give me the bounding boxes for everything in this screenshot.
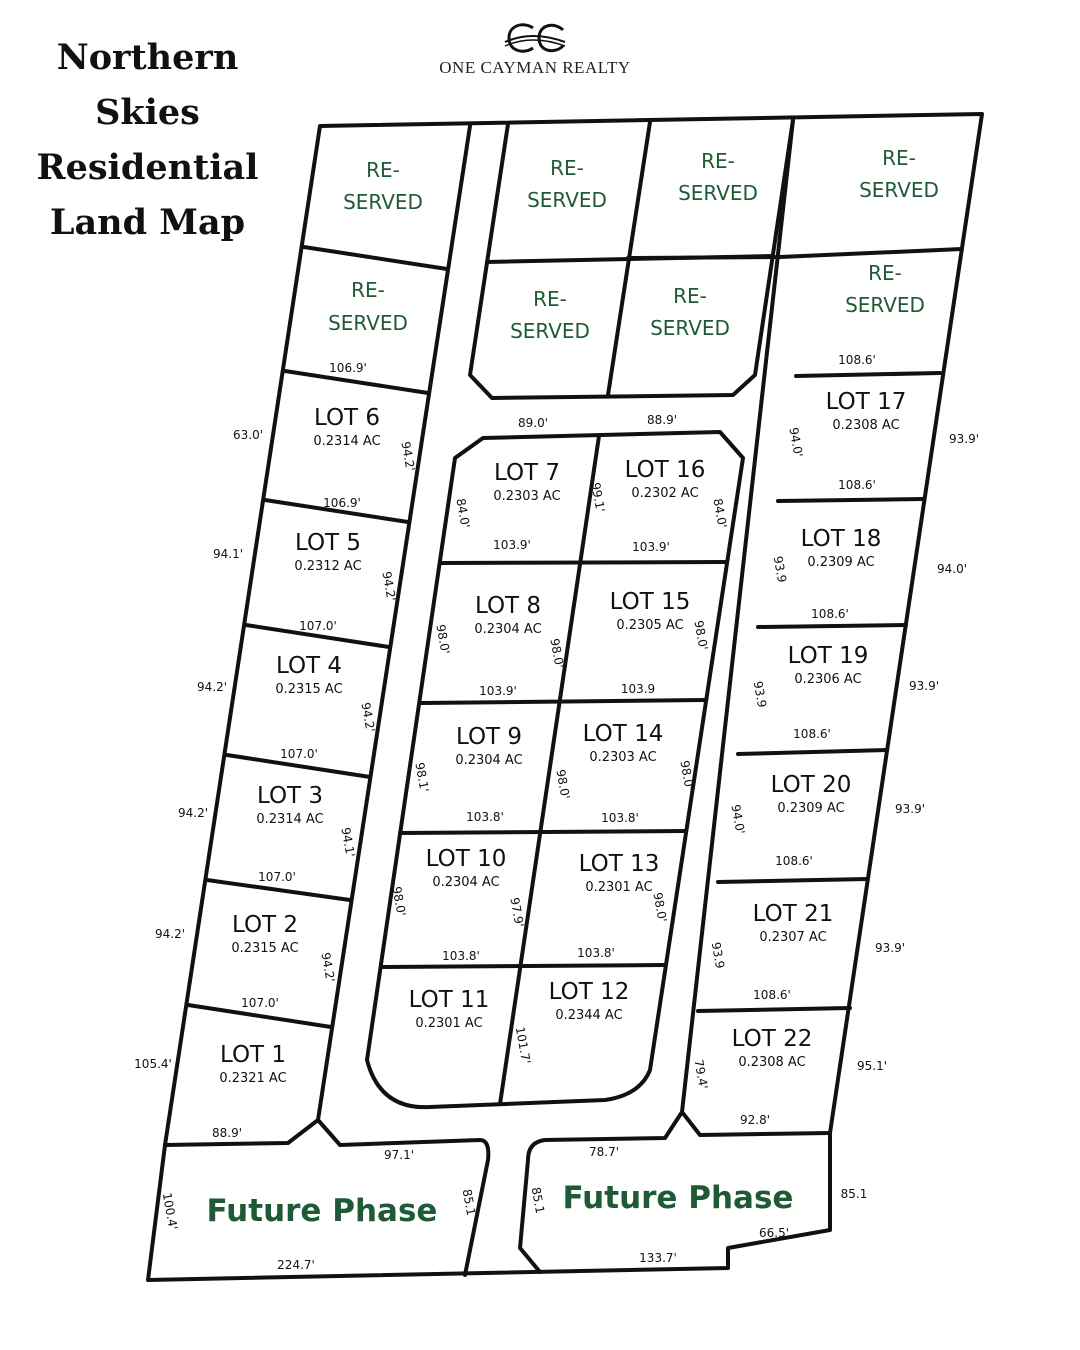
dimension-label: 97.1' — [383, 1148, 415, 1162]
lot-area: 0.2302 AC — [631, 486, 699, 501]
lot-4 — [275, 653, 342, 697]
reserved-label — [343, 158, 423, 214]
dimension-label: 103.9 — [620, 682, 656, 696]
reserved-text: RE- — [366, 158, 400, 182]
dimension-label: 94.2' — [379, 570, 399, 603]
reserved-label — [859, 146, 939, 202]
lot-10 — [426, 846, 507, 890]
lot-area: 0.2304 AC — [474, 622, 542, 637]
lot-name: LOT 13 — [578, 851, 660, 877]
lot-name: LOT 18 — [800, 526, 882, 552]
lot-area: 0.2301 AC — [415, 1016, 483, 1031]
reserved-text: SERVED — [527, 188, 607, 212]
dimension-label: 224.7' — [277, 1258, 315, 1272]
lot-area: 0.2314 AC — [256, 812, 324, 827]
lot-area: 0.2309 AC — [777, 801, 845, 816]
lot-line — [628, 249, 962, 258]
dimension-label: 93.9' — [948, 432, 980, 446]
lot-name: LOT 15 — [609, 589, 691, 615]
lot-16 — [625, 457, 706, 501]
lot-area: 0.2303 AC — [493, 489, 561, 504]
lot-area: 0.2312 AC — [294, 559, 362, 574]
lot-name: LOT 20 — [770, 772, 852, 798]
dimension-label: 103.8' — [466, 810, 504, 824]
reserved-label — [650, 284, 730, 340]
lot-name: LOT 12 — [548, 979, 630, 1005]
lot-area: 0.2303 AC — [589, 750, 657, 765]
lot-8 — [474, 593, 541, 637]
dimension-label: 94.2' — [177, 806, 209, 820]
dimension-label: 99.1' — [588, 481, 608, 514]
lot-name: LOT 21 — [752, 901, 834, 927]
dimension-label: 84.0' — [453, 497, 473, 530]
dimension-label: 88.9' — [211, 1126, 243, 1140]
dimension-label: 98.0' — [691, 619, 711, 652]
reserved-label — [845, 261, 925, 317]
dimension-label: 94.0' — [786, 426, 806, 459]
dimension-label: 94.1' — [212, 547, 244, 561]
dimension-label: 103.9' — [479, 684, 517, 698]
dimension-label: 106.9' — [329, 361, 367, 375]
dimension-label: 78.7' — [588, 1145, 620, 1159]
dimension-label: 89.0' — [517, 416, 549, 430]
reserved-text: SERVED — [859, 178, 939, 202]
lot-area: 0.2314 AC — [313, 434, 381, 449]
lot-area: 0.2315 AC — [275, 682, 343, 697]
lot-22 — [732, 1026, 813, 1070]
dimension-label: 93.9' — [908, 679, 940, 693]
lot-7 — [493, 460, 560, 504]
dimension-label: 103.9' — [632, 540, 670, 554]
lot-line — [738, 750, 887, 754]
lot-area: 0.2304 AC — [455, 753, 523, 768]
dimension-label: 95.1' — [856, 1059, 888, 1073]
dimension-label: 108.6' — [838, 353, 876, 367]
lot-name: LOT 7 — [493, 460, 561, 486]
lot-area: 0.2301 AC — [585, 880, 653, 895]
reserved-text: SERVED — [510, 319, 590, 343]
reserved-text: RE- — [550, 156, 584, 180]
dimension-label: 103.8' — [601, 811, 639, 825]
lot-21 — [753, 901, 834, 945]
dimension-label: 97.9' — [507, 896, 527, 929]
lot-name: LOT 8 — [474, 593, 542, 619]
lot-name: LOT 14 — [582, 721, 664, 747]
dimension-label: 94.2' — [196, 680, 228, 694]
lot-12 — [549, 979, 630, 1023]
lot-area: 0.2308 AC — [832, 418, 900, 433]
lot-18 — [801, 526, 882, 570]
lot-17 — [826, 389, 907, 433]
map-title-line: Skies — [95, 92, 200, 133]
reserved-label — [678, 149, 758, 205]
dimension-label: 105.4' — [134, 1057, 172, 1071]
dimension-label: 108.6' — [811, 607, 849, 621]
reserved-text: SERVED — [650, 316, 730, 340]
map-title-line: Residential — [36, 147, 259, 188]
lot-5 — [294, 530, 361, 574]
lot-name: LOT 16 — [624, 457, 706, 483]
lot-name: LOT 1 — [219, 1042, 287, 1068]
reserved-text: RE- — [701, 149, 735, 173]
map-title-line: Northern — [56, 37, 239, 78]
reserved-text: RE- — [533, 287, 567, 311]
dimension-label: 94.2' — [398, 440, 418, 473]
lot-area: 0.2321 AC — [219, 1071, 287, 1086]
dimension-label: 98.0' — [650, 891, 670, 924]
reserved-label — [328, 278, 408, 335]
dimension-label: 133.7' — [639, 1251, 677, 1265]
lot-name: LOT 19 — [787, 643, 869, 669]
reserved-text: RE- — [351, 278, 385, 302]
lot-3 — [256, 783, 323, 827]
dimension-label: 93.9 — [750, 679, 770, 709]
dimension-label: 98.0' — [677, 759, 697, 792]
lot-2 — [231, 912, 298, 956]
dimension-label: 63.0' — [232, 428, 264, 442]
lot-name: LOT 2 — [231, 912, 299, 938]
reserved-text: SERVED — [328, 311, 408, 335]
dimension-label: 93.9 — [708, 940, 728, 970]
dimension-label: 85.1 — [528, 1185, 548, 1215]
reserved-text: RE- — [882, 146, 916, 170]
reserved-text: SERVED — [343, 190, 423, 214]
dimension-label: 94.2' — [318, 951, 338, 984]
lot-line — [441, 562, 725, 563]
lot-name: LOT 6 — [313, 405, 381, 431]
dimension-label: 103.8' — [577, 946, 615, 960]
dimension-label: 85.1 — [840, 1187, 868, 1201]
reserved-text: RE- — [673, 284, 707, 308]
dimension-label: 98.0' — [433, 623, 453, 656]
dimension-label: 94.2' — [154, 927, 186, 941]
dimension-label: 94.2' — [358, 701, 378, 734]
lot-area: 0.2304 AC — [432, 875, 500, 890]
lot-area: 0.2315 AC — [231, 941, 299, 956]
lot-name: LOT 5 — [294, 530, 362, 556]
dimension-label: 101.7' — [512, 1025, 534, 1066]
lot-name: LOT 10 — [425, 846, 507, 872]
reserved-label — [510, 287, 590, 343]
lot-area: 0.2309 AC — [807, 555, 875, 570]
lot-line — [758, 625, 906, 627]
dimension-label: 108.6' — [775, 854, 813, 868]
dimension-label: 93.9 — [770, 554, 790, 584]
lot-area: 0.2307 AC — [759, 930, 827, 945]
lot-11 — [409, 987, 490, 1031]
reserved-text: SERVED — [845, 293, 925, 317]
dimension-label: 88.9' — [646, 413, 678, 427]
dimension-label: 98.0' — [389, 885, 409, 918]
dimension-label: 79.4' — [691, 1058, 711, 1091]
lot-line — [400, 831, 686, 833]
dimension-label: 98.1' — [412, 761, 432, 794]
future-phase-label: Future Phase — [562, 1180, 794, 1216]
lot-14 — [583, 721, 664, 765]
dimension-label: 92.8' — [739, 1113, 771, 1127]
lot-name: LOT 4 — [275, 653, 343, 679]
lot-name: LOT 17 — [825, 389, 907, 415]
reserved-text: SERVED — [678, 181, 758, 205]
lot-area: 0.2344 AC — [555, 1008, 623, 1023]
lot-line — [421, 700, 705, 703]
lot-name: LOT 22 — [731, 1026, 813, 1052]
lot-6 — [313, 405, 380, 449]
lot-line — [698, 1008, 850, 1011]
lot-name: LOT 3 — [256, 783, 324, 809]
dimension-label: 66.5' — [758, 1226, 790, 1240]
lot-9 — [455, 724, 522, 768]
lot-line — [718, 879, 867, 882]
dimension-label: 103.9' — [493, 538, 531, 552]
future-phase-label: Future Phase — [206, 1193, 438, 1229]
lot-line — [778, 499, 923, 501]
lot-20 — [771, 772, 852, 816]
lot-area: 0.2306 AC — [794, 672, 862, 687]
dimension-label: 98.0' — [547, 637, 567, 670]
dimension-label: 108.6' — [793, 727, 831, 741]
dimension-label: 84.0' — [710, 497, 730, 530]
dimension-label: 107.0' — [258, 870, 296, 884]
reserved-text: RE- — [868, 261, 902, 285]
lot-line — [382, 965, 665, 967]
dimension-label: 107.0' — [280, 747, 318, 761]
dimension-label: 107.0' — [299, 619, 337, 633]
lot-name: LOT 9 — [455, 724, 523, 750]
lot-1 — [219, 1042, 286, 1086]
dimension-label: 94.1' — [338, 826, 358, 859]
dimension-label: 107.0' — [241, 996, 279, 1010]
lot-line — [304, 247, 447, 269]
brand-name: ONE CAYMAN REALTY — [439, 58, 631, 77]
lot-19 — [788, 643, 869, 687]
lot-13 — [579, 851, 660, 895]
dimension-label: 106.9' — [323, 496, 361, 510]
dimension-label: 108.6' — [753, 988, 791, 1002]
dimension-label: 103.8' — [442, 949, 480, 963]
lot-area: 0.2308 AC — [738, 1055, 806, 1070]
reserved-label — [527, 156, 607, 212]
dimension-label: 98.0' — [553, 768, 573, 801]
dimension-label: 94.0' — [728, 803, 748, 836]
lot-name: LOT 11 — [408, 987, 490, 1013]
lot-15 — [610, 589, 691, 633]
dimension-label: 93.9' — [894, 802, 926, 816]
dimension-label: 94.0' — [936, 562, 968, 576]
dimension-label: 93.9' — [874, 941, 906, 955]
lot-line — [796, 373, 940, 376]
map-title-line: Land Map — [49, 202, 246, 243]
dimension-label: 100.4' — [159, 1191, 181, 1232]
dimension-label: 108.6' — [838, 478, 876, 492]
lot-area: 0.2305 AC — [616, 618, 684, 633]
dimension-label: 85.1 — [459, 1187, 479, 1217]
